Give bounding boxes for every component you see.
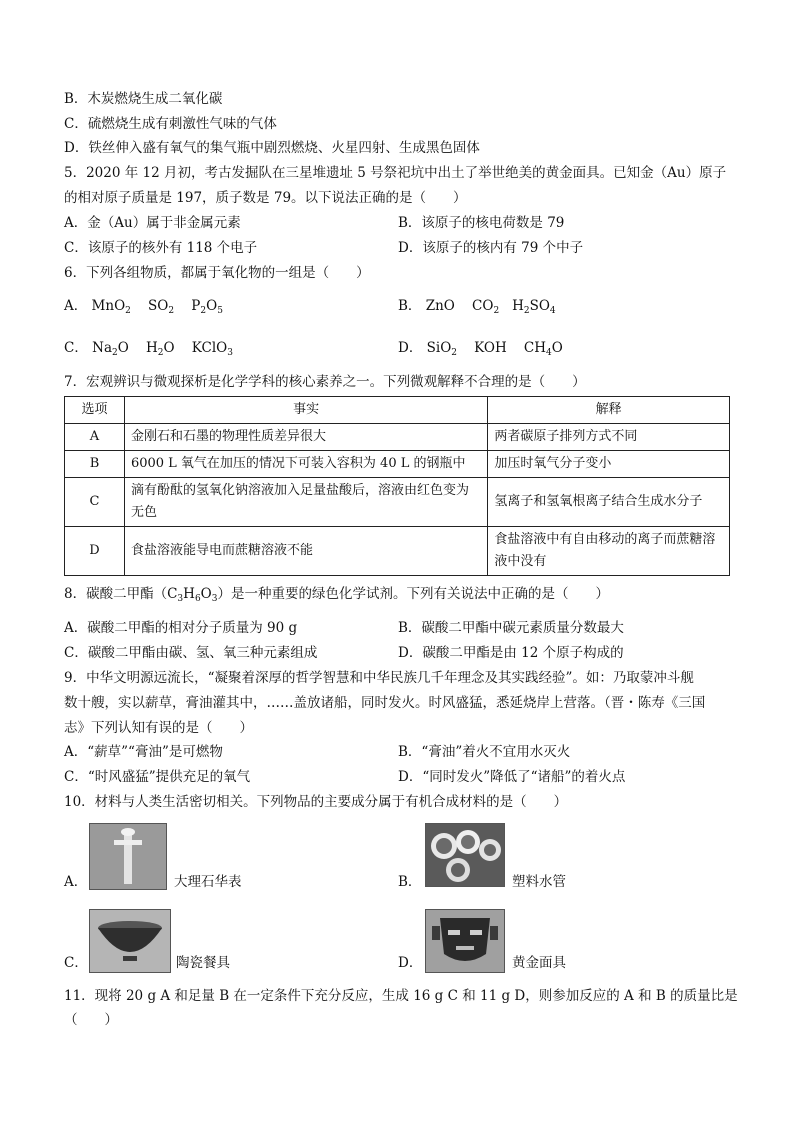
gold-mask-image: [425, 909, 505, 973]
q10-option-b-name: 塑料水管: [512, 874, 566, 890]
q11-stem-line2: （ ）: [64, 1012, 118, 1028]
q4-option-b: B．木炭燃烧生成二氧化碳: [64, 91, 223, 107]
q9-option-a: A．“薪草”“膏油”是可燃物: [64, 744, 223, 760]
q8-option-d: D．碳酸二甲酯是由 12 个原子构成的: [398, 645, 624, 661]
table-cell-option: A: [65, 424, 125, 451]
q7-stem: 7．宏观辨识与微观探析是化学学科的核心素养之一。下列微观解释不合理的是（ ）: [64, 374, 586, 390]
q10-option-d-label: D．: [398, 955, 423, 971]
table-row: [65, 527, 730, 576]
q4-option-d: D．铁丝伸入盛有氧气的集气瓶中剧烈燃烧、火星四射、生成黑色固体: [64, 140, 480, 156]
q6-option-d: D． SiO$_2$ KOH $CH_4O$: [398, 340, 563, 358]
q8-option-a: A．碳酸二甲酯的相对分子质量为 90 g: [64, 620, 298, 636]
q10-option-c-name: 陶瓷餐具: [176, 955, 230, 971]
q7-table: [64, 396, 730, 576]
table-cell-explain: 食盐溶液中有自由移动的离子而蔗糖溶液中没有: [488, 527, 730, 576]
table-cell-fact: 食盐溶液能导电而蔗糖溶液不能: [124, 527, 487, 576]
table-header: 事实: [124, 397, 487, 424]
q6-option-c: C． $Na_2O$ $H_2O$ KClO$_3$: [64, 340, 233, 358]
plastic-pipes-image: [425, 823, 505, 887]
table-header: 解释: [488, 397, 730, 424]
q5-option-a: A．金（Au）属于非金属元素: [64, 215, 241, 231]
q10-option-d-name: 黄金面具: [512, 955, 566, 971]
table-row: [65, 424, 730, 451]
q6-option-b: B． ZnO $CO_2$ $H_2SO_4$: [398, 298, 556, 316]
q9-option-c: C．“时风盛猛”提供充足的氧气: [64, 769, 251, 785]
q5-option-d: D．该原子的核内有 79 个中子: [398, 240, 584, 256]
table-cell-fact: 金刚石和石墨的物理性质差异很大: [124, 424, 487, 451]
table-cell-option: C: [65, 478, 125, 527]
table-cell-explain: 加压时氧气分子变小: [488, 451, 730, 478]
q9-option-d: D．“同时发火”降低了“诸船”的着火点: [398, 769, 626, 785]
table-header-row: [65, 397, 730, 424]
q10-option-c-label: C．: [64, 955, 88, 971]
q8-option-b: B．碳酸二甲酯中碳元素质量分数最大: [398, 620, 624, 636]
table-cell-fact: 滴有酚酞的氢氧化钠溶液加入足量盐酸后，溶液由红色变为无色: [124, 478, 487, 527]
q10-option-b-label: B．: [398, 874, 422, 890]
q6-option-a: A． MnO$_2$ $SO_2$ $P_2O_5$: [64, 298, 223, 316]
table-cell-explain: 氢离子和氢氧根离子结合生成水分子: [488, 478, 730, 527]
table-cell-option: D: [65, 527, 125, 576]
q9-stem-line1: 9．中华文明源远流长，“凝聚着深厚的哲学智慧和中华民族几千年理念及其实践经验”。如：乃取蒙冲斗舰: [64, 670, 694, 686]
table-row: [65, 451, 730, 478]
table-row: [65, 478, 730, 527]
q8-stem: 8．碳酸二甲酯$(C_3H_6O_3)$是一种重要的绿色化学试剂。下列有关说法中正确的是（ ）: [64, 586, 609, 604]
table-header: 选项: [65, 397, 125, 424]
q10-stem: 10．材料与人类生活密切相关。下列物品的主要成分属于有机合成材料的是（ ）: [64, 794, 568, 810]
q5-option-b: B．该原子的核电荷数是 79: [398, 215, 565, 231]
table-cell-option: B: [65, 451, 125, 478]
q11-stem-line1: 11．现将 20 g A 和足量 B 在一定条件下充分反应，生成 16 g C 和 11 g D，则参加反应的 A 和 B 的质量比是: [64, 988, 738, 1004]
table-cell-explain: 两者碳原子排列方式不同: [488, 424, 730, 451]
marble-pillar-image: [89, 823, 167, 890]
q9-stem-line3: 志》下列认知有误的是（ ）: [64, 720, 253, 736]
q10-option-a-label: A．: [64, 874, 88, 890]
q5-stem-line1: 5．2020 年 12 月初，考古发掘队在三星堆遗址 5 号祭祀坑中出土了举世绝美的黄金面具。已知金（Au）原子: [64, 165, 727, 181]
q5-stem-line2: 的相对原子质量是 197，质子数是 79。以下说法正确的是（ ）: [64, 190, 467, 206]
q10-option-a-name: 大理石华表: [174, 874, 242, 890]
table-cell-fact: 6000 L 氧气在加压的情况下可装入容积为 40 L 的钢瓶中: [124, 451, 487, 478]
q4-option-c: C．硫燃烧生成有刺激性气味的气体: [64, 116, 277, 132]
q5-option-c: C．该原子的核外有 118 个电子: [64, 240, 258, 256]
q8-option-c: C．碳酸二甲酯由碳、氢、氧三种元素组成: [64, 645, 318, 661]
q6-stem: 6．下列各组物质，都属于氧化物的一组是（ ）: [64, 265, 370, 281]
ceramic-bowl-image: [89, 909, 171, 973]
q9-option-b: B．“膏油”着火不宜用水灭火: [398, 744, 571, 760]
q9-stem-line2: 数十艘，实以薪草，膏油灌其中，……盖放诸船，同时发火。时风盛猛，悉延烧岸上营落。（晋・陈寿《三国: [64, 695, 706, 711]
